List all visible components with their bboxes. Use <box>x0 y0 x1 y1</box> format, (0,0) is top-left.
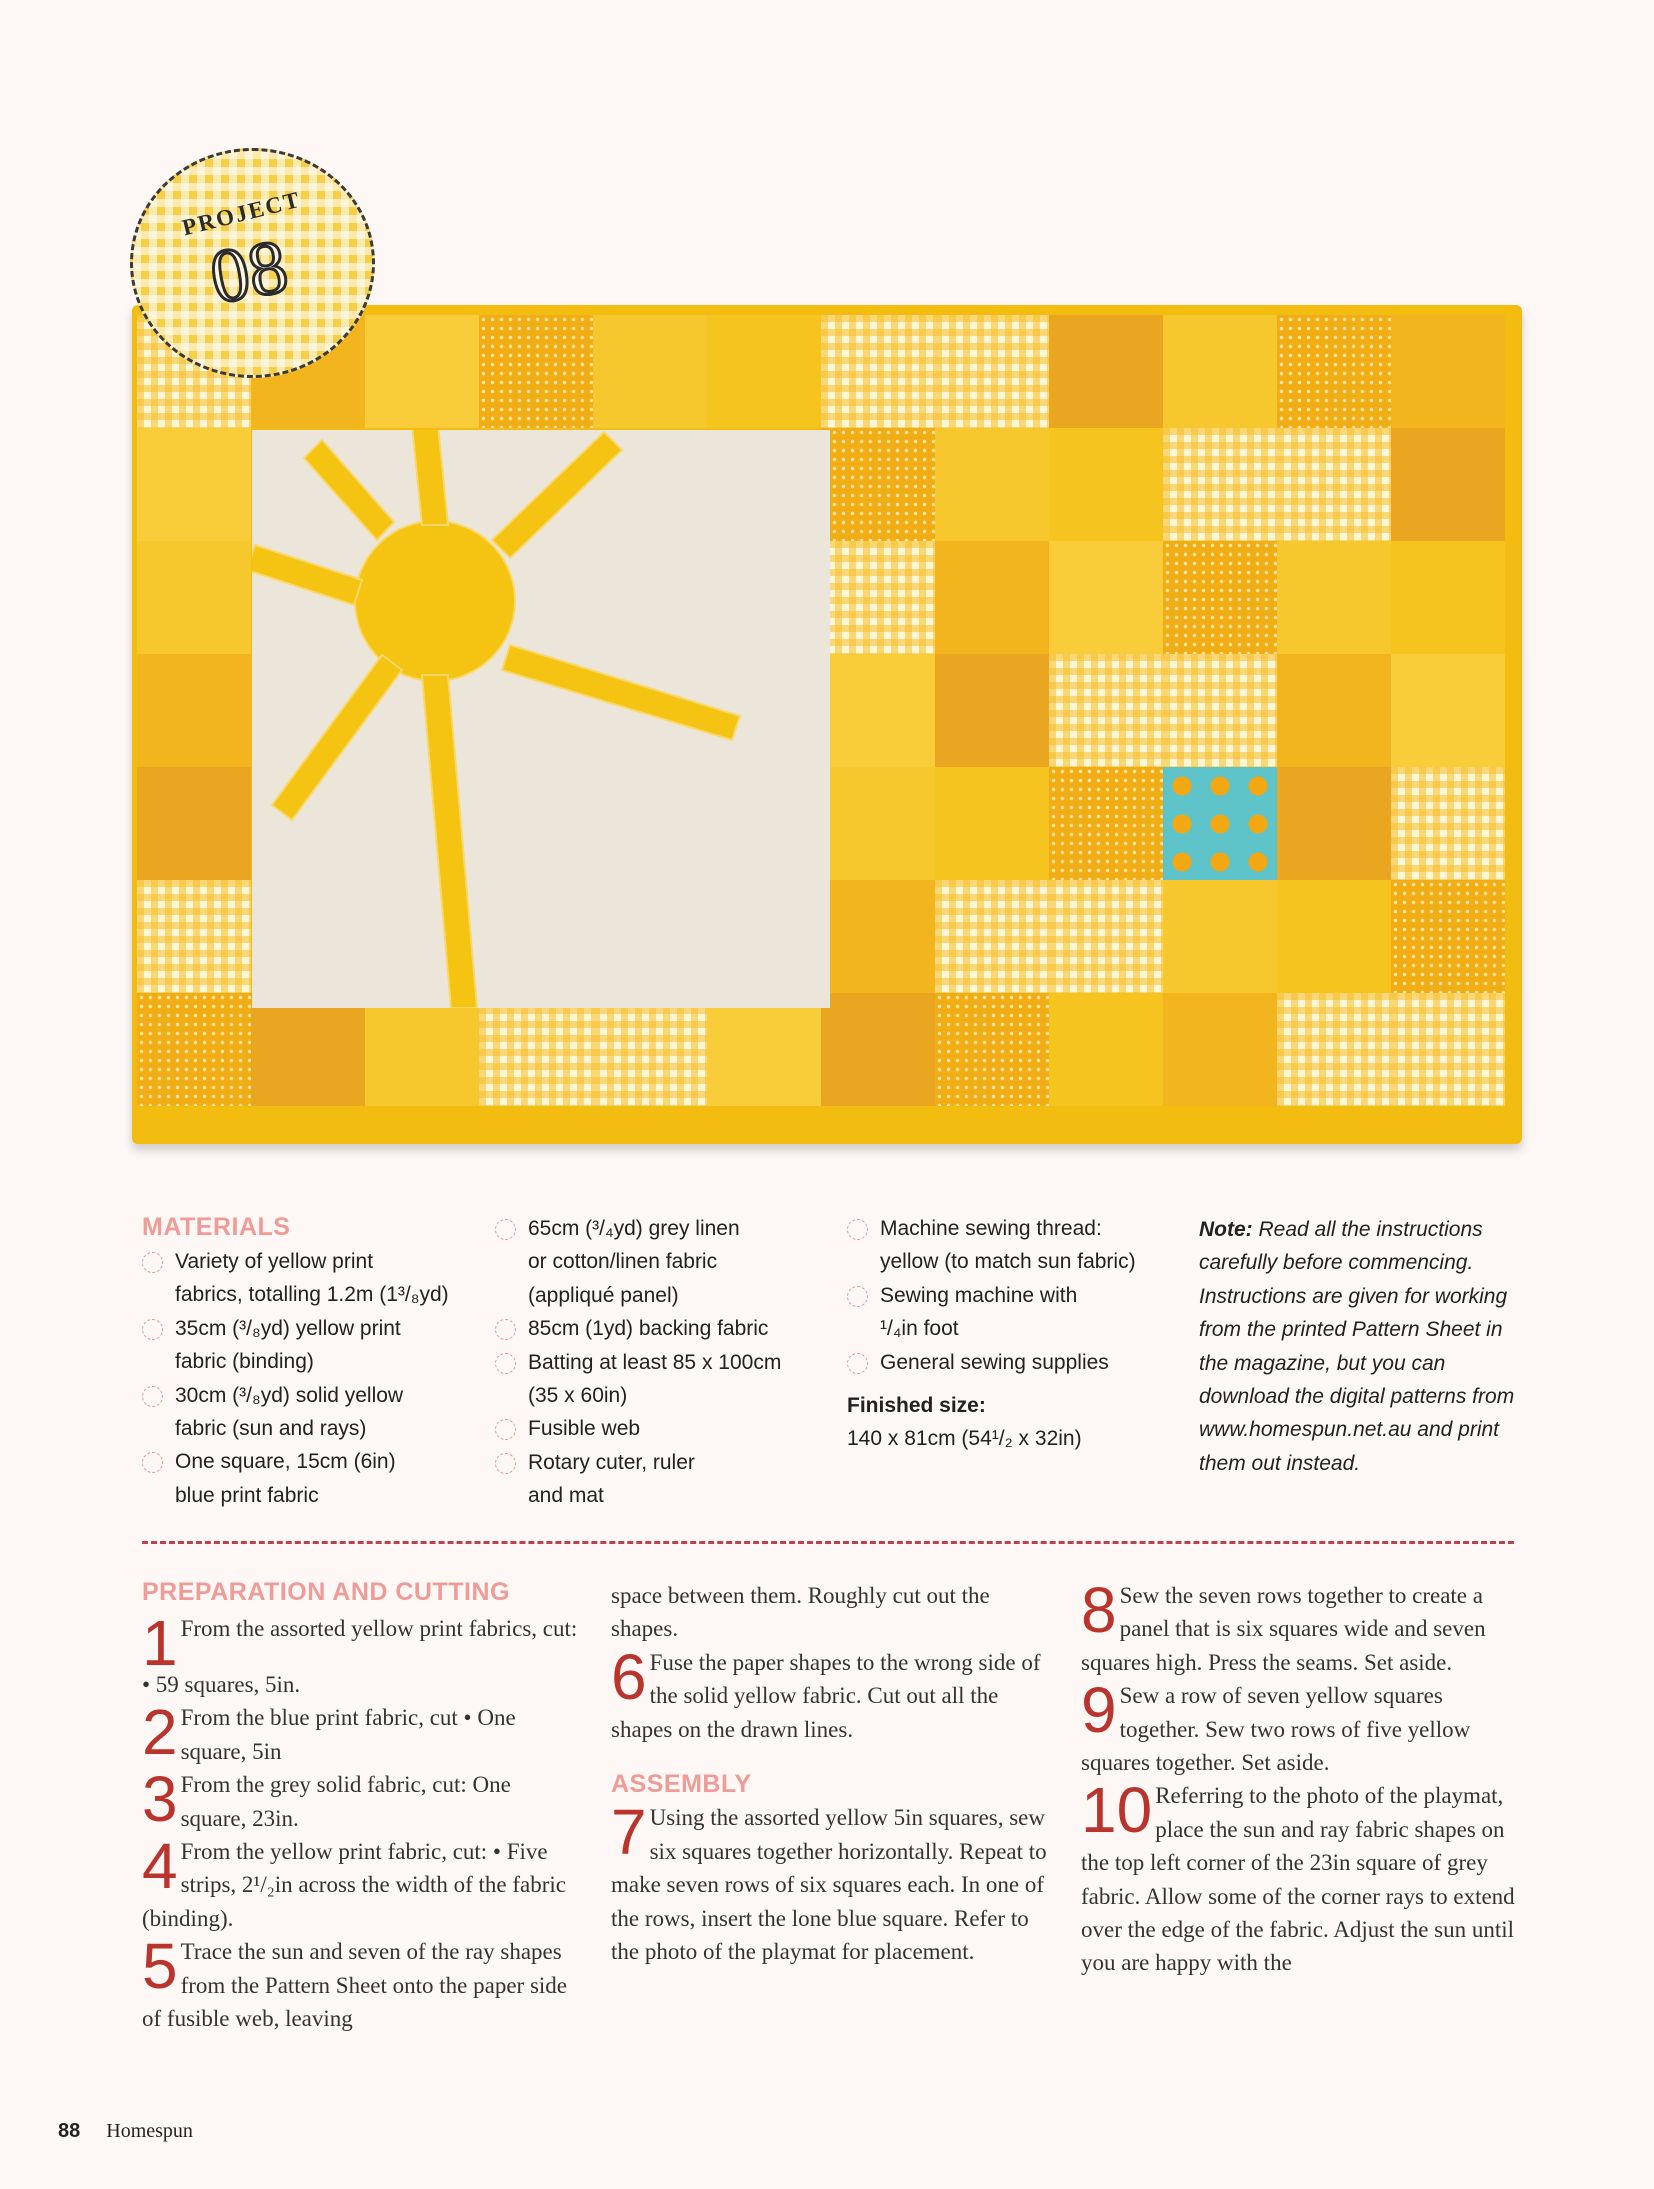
quilt-square <box>137 654 251 767</box>
quilt-square <box>1049 767 1163 880</box>
quilt-square <box>1277 315 1391 428</box>
step-text: From the grey solid fabric, cut: One square, 23in. <box>180 1772 511 1831</box>
quilt-square <box>1391 993 1505 1106</box>
material-text: 35cm (³/₈yd) yellow print <box>175 1316 401 1340</box>
note <box>1199 1213 1529 1480</box>
quilt-square <box>821 654 935 767</box>
section-divider <box>142 1541 1514 1544</box>
quilt-square <box>1277 428 1391 541</box>
project-badge <box>130 148 375 378</box>
material-item <box>142 1245 472 1312</box>
quilt-square <box>251 993 365 1106</box>
quilt-square <box>1049 993 1163 1106</box>
material-text: One square, 15cm (6in) <box>175 1450 396 1474</box>
material-text: fabrics, totalling 1.2m (1³/₈yd) <box>175 1283 449 1307</box>
quilt-square <box>1391 654 1505 767</box>
step-text: Fuse the paper shapes to the wrong side of the solid yellow fabric. Cut out all the shapes on the drawn lines. <box>611 1649 1041 1742</box>
material-item <box>495 1312 825 1345</box>
material-text: 30cm (³/₈yd) solid yellow <box>175 1383 404 1407</box>
quilt-square <box>137 880 251 993</box>
quilt-square <box>1391 880 1505 993</box>
quilt-square <box>1391 541 1505 654</box>
step-text: Referring to the photo of the playmat, place the sun and ray fabric shapes on the top left corner of the 23in square of grey fabric. Allow some of the corner rays to extend over the edge of the fabric. Adjust the sun until you are happy with the <box>1081 1783 1515 1976</box>
step-8 <box>1081 1574 1521 1679</box>
material-text: yellow (to match sun fabric) <box>880 1250 1136 1274</box>
material-text: 85cm (1yd) backing fabric <box>528 1317 769 1341</box>
quilt-square <box>1049 541 1163 654</box>
material-item <box>142 1445 472 1512</box>
quilt-square <box>821 315 935 428</box>
material-text: Machine sewing thread: <box>880 1217 1102 1240</box>
material-text: 65cm (³/₄yd) grey linen <box>528 1217 740 1240</box>
quilt-square <box>1049 880 1163 993</box>
quilt-square <box>479 993 593 1106</box>
step-3 <box>142 1763 582 1836</box>
step-number: 3 <box>142 1763 178 1836</box>
quilt-square <box>365 993 479 1106</box>
column-3 <box>1081 1574 1521 1980</box>
quilt-square <box>707 993 821 1106</box>
sun-applique <box>252 430 830 1008</box>
material-item <box>495 1446 825 1513</box>
quilt-square <box>137 428 251 541</box>
prep-heading: PREPARATION AND CUTTING <box>142 1578 510 1606</box>
material-text: Batting at least 85 x 100cm <box>528 1350 782 1374</box>
materials-list-3 <box>847 1212 1177 1456</box>
material-text: fabric (sun and rays) <box>175 1417 367 1441</box>
quilt-square <box>1049 315 1163 428</box>
step-number: 6 <box>611 1640 647 1713</box>
quilt-square <box>935 993 1049 1106</box>
quilt-square <box>1391 428 1505 541</box>
step-5-cont: space between them. Roughly cut out the shapes. <box>611 1583 990 1642</box>
magazine-name: Homespun <box>106 2120 193 2142</box>
quilt-photo <box>132 305 1522 1144</box>
step-9 <box>1081 1674 1521 1779</box>
badge-label: PROJECT <box>179 186 304 241</box>
quilt-square <box>1163 654 1277 767</box>
material-text: (appliqué panel) <box>528 1283 679 1307</box>
step-10 <box>1081 1774 1521 1979</box>
quilt-square <box>707 315 821 428</box>
material-item <box>847 1346 1177 1379</box>
material-item <box>847 1279 1177 1346</box>
material-text: Sewing machine with <box>880 1283 1078 1307</box>
material-text: Rotary cuter, ruler <box>528 1450 695 1474</box>
quilt-square <box>935 654 1049 767</box>
step-number: 5 <box>142 1930 178 2003</box>
quilt-square <box>1163 767 1277 880</box>
quilt-square <box>935 880 1049 993</box>
badge-number: 08 <box>204 224 294 320</box>
materials-list-1 <box>142 1245 472 1512</box>
material-item <box>495 1412 825 1445</box>
material-text: Fusible web <box>528 1417 641 1441</box>
step-7 <box>611 1796 1051 1968</box>
finished-size-label: Finished size: <box>847 1394 986 1418</box>
step-number: 2 <box>142 1696 178 1769</box>
material-text: blue print fabric <box>175 1483 319 1507</box>
quilt-square <box>1163 880 1277 993</box>
assembly-heading: ASSEMBLY <box>611 1770 752 1799</box>
material-item <box>142 1312 472 1379</box>
quilt-square <box>1163 541 1277 654</box>
material-text: General sewing supplies <box>880 1350 1109 1374</box>
quilt-square <box>1163 428 1277 541</box>
material-text: or cotton/linen fabric <box>528 1250 718 1274</box>
step-number: 10 <box>1081 1774 1153 1847</box>
column-2 <box>611 1579 1051 1968</box>
quilt-square <box>593 993 707 1106</box>
step-number: 7 <box>611 1796 647 1869</box>
quilt-square <box>821 428 935 541</box>
prep-steps <box>142 1607 582 2035</box>
note-text: Read all the instructions carefully before commencing. Instructions are given for working from the printed Pattern Sheet in the magazine, but you can download the digital patterns from www.homespun.net.au and print them out instead. <box>1199 1218 1515 1475</box>
quilt-square <box>137 993 251 1106</box>
step-2 <box>142 1696 582 1769</box>
quilt-square <box>1163 993 1277 1106</box>
step-4 <box>142 1830 582 1935</box>
step-text: From the assorted yellow print fabrics, cut: <box>180 1616 578 1641</box>
material-item <box>142 1379 472 1446</box>
quilt-square <box>1277 993 1391 1106</box>
quilt-square <box>935 428 1049 541</box>
quilt-square <box>821 541 935 654</box>
step-text: Sew the seven rows together to create a panel that is six squares wide and seven squares high. Press the seams. Set aside. <box>1081 1583 1486 1675</box>
quilt-square <box>821 880 935 993</box>
material-item <box>495 1212 825 1312</box>
step-text: Trace the sun and seven of the ray shapes from the Pattern Sheet onto the paper side of fusible web, leaving <box>142 1939 568 2032</box>
material-item <box>847 1212 1177 1279</box>
materials-heading: MATERIALS <box>142 1213 291 1241</box>
quilt-square <box>1049 428 1163 541</box>
quilt-square <box>821 993 935 1106</box>
quilt-square <box>935 315 1049 428</box>
quilt-square <box>1391 767 1505 880</box>
step-number: 1 <box>142 1607 178 1679</box>
quilt-square <box>365 315 479 428</box>
quilt-square <box>1277 541 1391 654</box>
material-text: Variety of yellow print <box>175 1250 374 1273</box>
page-number: 88 <box>58 2120 81 2142</box>
quilt-square <box>479 315 593 428</box>
step-number: 4 <box>142 1830 178 1903</box>
applique-panel <box>252 430 830 1008</box>
material-text: ¹/₄in foot <box>880 1317 959 1341</box>
step-text: From the blue print fabric, cut • One square, 5in <box>180 1705 516 1764</box>
finished-size-value: 140 x 81cm (54¹/₂ x 32in) <box>847 1427 1082 1451</box>
step-1-list: • 59 squares, 5in. <box>142 1672 301 1697</box>
quilt-square <box>137 541 251 654</box>
step-text: Sew a row of seven yellow squares together. Sew two rows of five yellow squares together. Set aside. <box>1081 1683 1471 1776</box>
material-text: fabric (binding) <box>175 1350 314 1374</box>
step-1 <box>142 1607 582 1679</box>
step-text: Using the assorted yellow 5in squares, sew six squares together horizontally. Repeat to make seven rows of six squares each. In one of the rows, insert the lone blue square. Refer to the photo of the playmat for placement. <box>611 1805 1047 1965</box>
step-5 <box>142 1930 582 2035</box>
quilt-square <box>935 541 1049 654</box>
step-number: 9 <box>1081 1674 1117 1747</box>
quilt-square <box>1277 880 1391 993</box>
step-6 <box>611 1640 1051 1746</box>
quilt-square <box>137 767 251 880</box>
note-label: Note: <box>1199 1218 1253 1241</box>
quilt-square <box>1277 654 1391 767</box>
quilt-square <box>935 767 1049 880</box>
materials-list-2 <box>495 1212 825 1513</box>
quilt-square <box>1163 315 1277 428</box>
step-text: From the yellow print fabric, cut: • Five strips, 2¹/₂in across the width of the fabric (binding). <box>142 1839 566 1931</box>
material-item <box>495 1346 825 1413</box>
step-number: 8 <box>1081 1574 1117 1646</box>
quilt-square <box>593 315 707 428</box>
material-text: (35 x 60in) <box>528 1384 628 1408</box>
quilt-square <box>1391 315 1505 428</box>
quilt-square <box>1049 654 1163 767</box>
quilt-square <box>1277 767 1391 880</box>
footer <box>58 2120 193 2143</box>
quilt-square <box>821 767 935 880</box>
material-text: and mat <box>528 1484 604 1508</box>
